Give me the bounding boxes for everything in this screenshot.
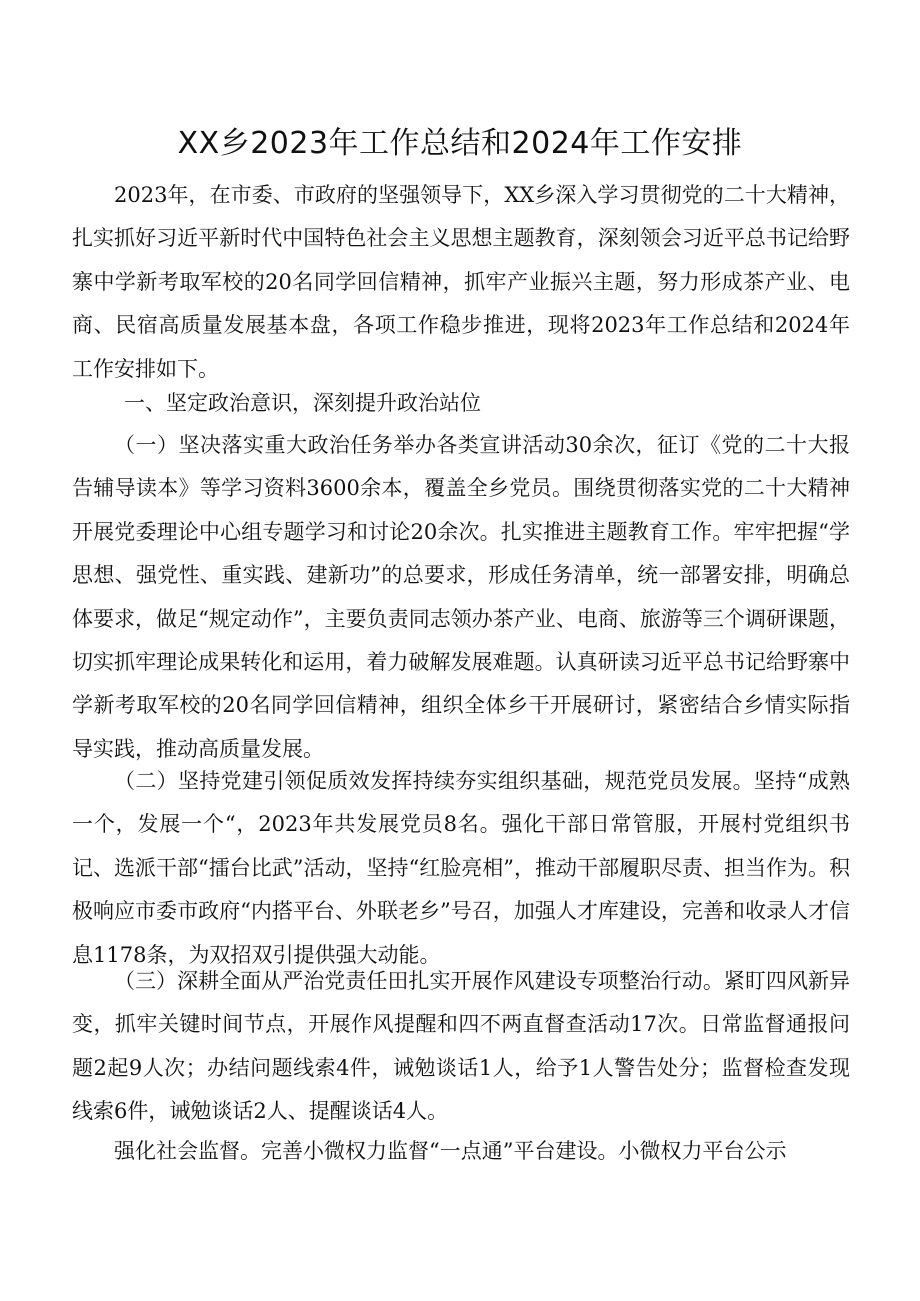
intro-paragraph: 2023年，在市委、市政府的坚强领导下，XX乡深入学习贯彻党的二十大精神，扎实抓好习近平新时代中国特色社会主义思想主题教育，深刻领会习近平总书记给野寨中学新考取军校的20名同学回信精神，抓牢产业振兴主题，努力形成茶产业、电商、民宿高质量发展基本盘，各项工作稳步推进，现将2023年工作总结和2024年工作安排如下。 (72, 183, 850, 381)
paragraph-3-block (72, 960, 850, 1134)
paragraph-1: （一）坚决落实重大政治任务举办各类宣讲活动30余次，征订《党的二十大报告辅导读本》等学习资料3600余本，覆盖全乡党员。围绕贯彻落实党的二十大精神开展党委理论中心组专题学习和讨论20余次。扎实推进主题教育工作。牢牢把握“学思想、强党性、重实践、建新功”的总要求，形成任务清单，统一部署安排，明确总体要求，做足“规定动作”，主要负责同志领办茶产业、电商、旅游等三个调研课题，切实抓牢理论成果转化和运用，着力破解发展难题。认真研读习近平总书记给野寨中学新考取军校的20名同学回信精神，组织全体乡干开展研讨，紧密结合乡情实际指导实践，推动高质量发展。 (72, 433, 850, 761)
paragraph-4-block (72, 1130, 850, 1173)
paragraph-4: 强化社会监督。完善小微权力监督“一点通”平台建设。小微权力平台公示 (114, 1139, 787, 1163)
paragraph-1-block (72, 424, 850, 771)
intro-paragraph-block (72, 174, 850, 391)
paragraph-2-block (72, 760, 850, 977)
paragraph-2: （二）坚持党建引领促质效发挥持续夯实组织基础，规范党员发展。坚持“成熟一个，发展一个“，2023年共发展党员8名。强化干部日常管服，开展村党组织书记、选派干部“擂台比武”活动，坚持“红脸亮相”，推动干部履职尽责、担当作为。积极响应市委市政府“内搭平台、外联老乡”号召，加强人才库建设，完善和收录人才信息1178条，为双招双引提供强大动能。 (72, 769, 850, 967)
section-heading: 一、坚定政治意识，深刻提升政治站位 (124, 391, 481, 415)
document-title: XX乡2023年工作总结和2024年工作安排 (177, 126, 743, 161)
paragraph-3: （三）深耕全面从严治党责任田扎实开展作风建设专项整治行动。紧盯四风新异变，抓牢关键时间节点，开展作风提醒和四不两直督查活动17次。日常监督通报问题2起9人次；办结问题线索4件，诫勉谈话1人，给予1人警告处分；监督检查发现线索6件，诫勉谈话2人、提醒谈话4人。 (72, 969, 850, 1124)
